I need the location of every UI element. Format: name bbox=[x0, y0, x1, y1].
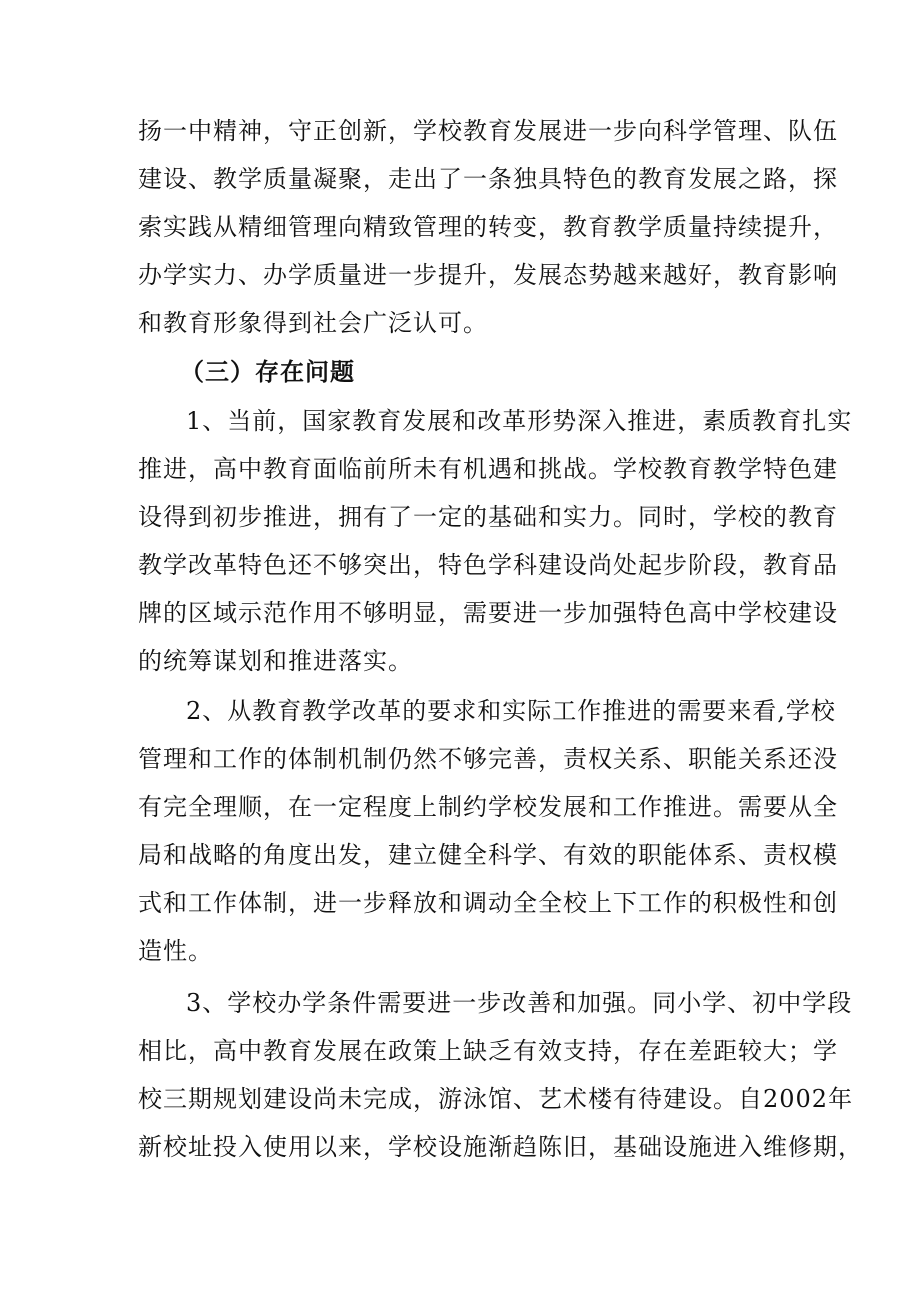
text-line: 造性。 bbox=[138, 937, 213, 965]
text-line: 和教育形象得到社会广泛认可。 bbox=[138, 309, 488, 337]
text-line: 扬一中精神，守正创新，学校教育发展进一步向科学管理、队伍 bbox=[138, 117, 838, 145]
text-line: 3、学校办学条件需要进一步改善和加强。同小学、初中学段 bbox=[186, 989, 853, 1017]
text-line: 推进，高中教育面临前所未有机遇和挑战。学校教育教学特色建 bbox=[138, 455, 838, 483]
text-line: 1、当前，国家教育发展和改革形势深入推进，素质教育扎实 bbox=[186, 407, 853, 435]
text-line: 局和战略的角度出发，建立健全科学、有效的职能体系、责权模 bbox=[138, 841, 838, 869]
text-line: 索实践从精细管理向精致管理的转变，教育教学质量持续提升， bbox=[138, 213, 838, 241]
text-line: 牌的区域示范作用不够明显，需要进一步加强特色高中学校建设 bbox=[138, 599, 838, 627]
text-line: 设得到初步推进，拥有了一定的基础和实力。同时，学校的教育 bbox=[138, 503, 838, 531]
text-line: 建设、教学质量凝聚，走出了一条独具特色的教育发展之路，探 bbox=[138, 165, 838, 193]
text-line: 的统筹谋划和推进落实。 bbox=[138, 647, 413, 675]
text-line: 相比，高中教育发展在政策上缺乏有效支持，存在差距较大；学 bbox=[138, 1037, 838, 1065]
text-line: 有完全理顺，在一定程度上制约学校发展和工作推进。需要从全 bbox=[138, 793, 838, 821]
section-heading: （三）存在问题 bbox=[180, 357, 355, 386]
text-line: 2、从教育教学改革的要求和实际工作推进的需要来看,学校 bbox=[186, 697, 836, 725]
text-line: 校三期规划建设尚未完成，游泳馆、艺术楼有待建设。自2002年 bbox=[138, 1085, 854, 1113]
text-line: 管理和工作的体制机制仍然不够完善，责权关系、职能关系还没 bbox=[138, 745, 838, 773]
text-line: 教学改革特色还不够突出，特色学科建设尚处起步阶段，教育品 bbox=[138, 551, 838, 579]
text-line: 办学实力、办学质量进一步提升，发展态势越来越好，教育影响 bbox=[138, 261, 838, 289]
text-line: 式和工作体制，进一步释放和调动全全校上下工作的积极性和创 bbox=[138, 889, 838, 917]
text-line: 新校址投入使用以来，学校设施渐趋陈旧，基础设施进入维修期， bbox=[138, 1133, 863, 1161]
